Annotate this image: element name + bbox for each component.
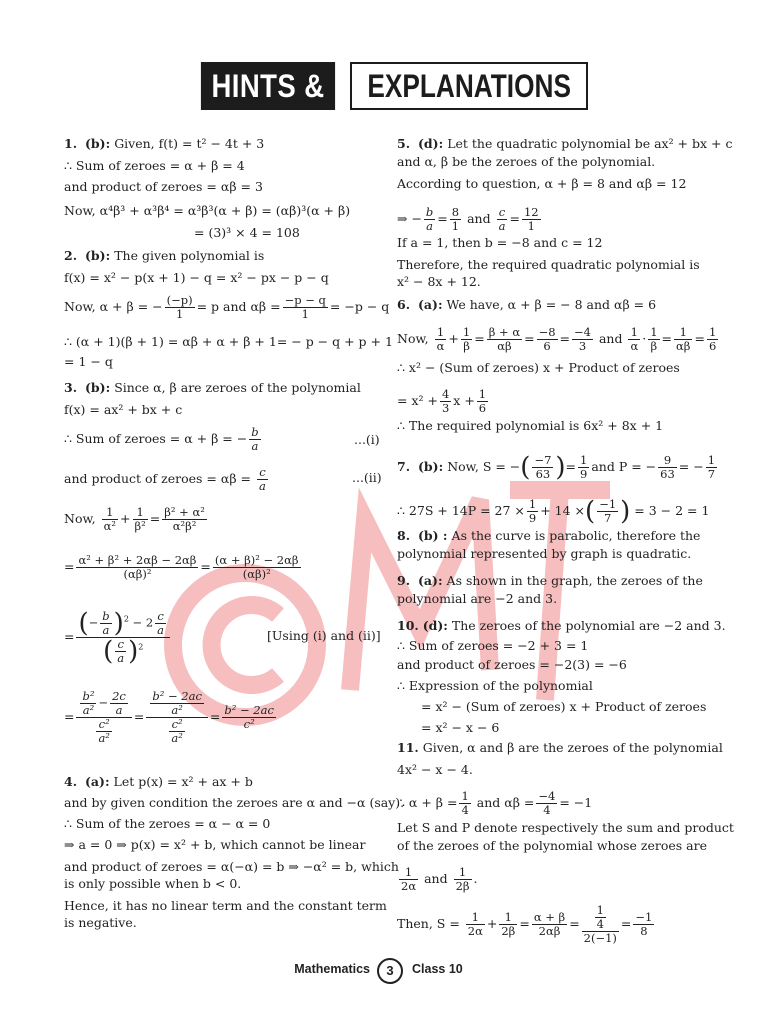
glyph: ( bbox=[585, 496, 596, 527]
q11-l6d1: 2α bbox=[401, 879, 417, 893]
frac bbox=[165, 294, 195, 321]
frac bbox=[582, 904, 619, 945]
q3-line6: = $\frac{\text{α² + β² + 2αβ − 2αβ}}{\text{(αβ)²}}$ = $\frac{\text{(α + β)² − 2αβ}}{\text{(αβ)²}}$ bbox=[64, 553, 299, 581]
q11-l7d5: 8 bbox=[640, 924, 648, 938]
glyph: ) bbox=[113, 608, 124, 639]
frac bbox=[399, 866, 418, 893]
q1-number: 1. bbox=[64, 136, 78, 151]
q6-l4n1: 4 bbox=[441, 387, 450, 401]
q7-l2c: = 3 − 2 = 1 bbox=[634, 503, 710, 518]
frac bbox=[424, 206, 435, 233]
q7-line2 bbox=[397, 498, 709, 525]
q6-l2n6: 1 bbox=[628, 326, 640, 340]
q6-l2d9: 6 bbox=[708, 339, 717, 353]
footer-page-number: 3 bbox=[377, 958, 403, 984]
q3-l4n: c bbox=[257, 466, 268, 480]
q11-l3n2: −4 bbox=[538, 789, 556, 803]
q7-l1d3: 63 bbox=[660, 467, 675, 481]
q7-l2b: + 14 × bbox=[540, 503, 586, 518]
q6-l2d5: 3 bbox=[578, 339, 587, 353]
q6-l4a: = x² + bbox=[397, 393, 438, 408]
q7-l1d1: 63 bbox=[535, 467, 551, 481]
header-explanations-text: EXPLANATIONS bbox=[367, 67, 571, 104]
frac bbox=[80, 690, 96, 717]
q2-number: 2. bbox=[64, 248, 78, 263]
q4-line4: ⇒ a = 0 ⇒ p(x) = x² + b, which cannot be linear bbox=[64, 837, 366, 852]
q1-answer: (b): bbox=[85, 136, 111, 151]
q4-line7: Hence, it has no linear term and the constant term bbox=[64, 898, 387, 913]
q5-l4n1: b bbox=[425, 205, 434, 219]
q3-l8n3: c² bbox=[96, 718, 111, 732]
q10-number: 10. bbox=[397, 618, 419, 633]
q6-l2n5: −4 bbox=[574, 325, 591, 339]
q6-l2d7: β bbox=[650, 339, 658, 353]
q6-line2: Now, $\frac{1}{\alpha}$ + $\frac{1}{\beta}$ = $\frac{\beta + \alpha}{\alpha\beta}$ = $\frac{-8}{6}$ = $\frac{-4}{3}$ and $\frac{1}{\alpha}$ · $\frac{1}{\beta}$ = $\frac{1}{\alpha\beta}$ = $\frac{1}{6}$ bbox=[397, 325, 717, 353]
frac bbox=[249, 426, 260, 453]
q6-l2d4: 6 bbox=[543, 339, 551, 353]
q11-l7d3: 2αβ bbox=[538, 924, 561, 938]
q3-ref-using: [Using (i) and (ii)] bbox=[267, 628, 381, 643]
frac bbox=[461, 326, 472, 353]
q6-text: We have, α + β = − 8 and αβ = 6 bbox=[446, 297, 657, 312]
frac bbox=[459, 790, 470, 817]
frac bbox=[537, 326, 558, 353]
q3-l7n1a: b bbox=[102, 609, 110, 623]
q6-l2n1: 1 bbox=[435, 326, 447, 340]
q10-answer: (d): bbox=[422, 618, 448, 633]
q9-answer: (a): bbox=[418, 573, 443, 588]
q3-l8n1: b² bbox=[82, 689, 95, 703]
frac bbox=[100, 610, 111, 637]
q5-l4d4: 1 bbox=[527, 219, 535, 233]
frac bbox=[162, 506, 207, 533]
q6-number: 6. bbox=[397, 297, 411, 312]
q6-line3: ∴ x² − (Sum of zeroes) x + Product of zeroes bbox=[397, 360, 680, 375]
q4-line2: and by given condition the zeroes are α and −α (say). bbox=[64, 795, 405, 810]
q10-line3: and product of zeroes = −2(3) = −6 bbox=[397, 657, 627, 672]
q11-l7n4b: 4 bbox=[596, 917, 604, 931]
q11-l3n1: 1 bbox=[461, 789, 469, 803]
q2-l3d: 1 bbox=[175, 307, 184, 321]
q6-l2n8: 1 bbox=[674, 326, 692, 340]
frac bbox=[633, 911, 654, 938]
q5-l4d2: 1 bbox=[451, 219, 460, 233]
q7-l2a: ∴ 27S + 14P = 27 × bbox=[397, 503, 525, 518]
q3-l5n1: 1 bbox=[102, 506, 118, 520]
frac bbox=[435, 326, 447, 353]
frac bbox=[527, 498, 538, 525]
q1-line2: ∴ Sum of zeroes = α + β = 4 bbox=[64, 158, 245, 173]
q11-l3b: and αβ = bbox=[476, 795, 535, 810]
q5-number: 5. bbox=[397, 136, 411, 151]
q4-line6: is only possible when b < 0. bbox=[64, 876, 242, 891]
frac bbox=[628, 326, 640, 353]
q5-line2: and α, β be the zeroes of the polynomial. bbox=[397, 154, 656, 169]
q3-l8d3: a² bbox=[98, 731, 110, 745]
q9-number: 9. bbox=[397, 573, 411, 588]
q6-answer: (a): bbox=[418, 297, 443, 312]
frac bbox=[213, 554, 301, 581]
frac bbox=[150, 690, 204, 717]
q3-line8: = $\frac{\text{b²}}{\text{a²}}$ − $\frac{2c}{a}$ $\frac{\text{c²}}{\text{a²}}$ = $\frac{\frac{\text{b² − 2ac}}{\text{a²}}}{\frac{\text{c²}}{\text{a²}}}$ = $\frac{\text{b² − 2ac}}{\text{c²}}$ bbox=[64, 689, 274, 745]
glyph: ( bbox=[520, 452, 531, 483]
q3-l7d1a: a bbox=[102, 623, 110, 637]
q8-line2: polynomial represented by graph is quadratic. bbox=[397, 546, 692, 561]
q2-l3d2: 1 bbox=[301, 307, 309, 321]
q3-l7n1b: c bbox=[155, 610, 166, 624]
frac bbox=[522, 206, 541, 233]
frac bbox=[76, 554, 198, 581]
q7-l1a: Now, S = − bbox=[447, 459, 521, 474]
frac bbox=[648, 326, 659, 353]
q11-l7n5: −1 bbox=[635, 910, 653, 924]
q6-l2b: and bbox=[598, 331, 623, 346]
q3-l8d4: a² bbox=[171, 703, 183, 717]
frac bbox=[707, 326, 718, 353]
q11-line3 bbox=[397, 790, 592, 817]
q9-line2: polynomial are −2 and 3. bbox=[397, 591, 558, 606]
q11-l7n4a: 1 bbox=[596, 903, 604, 917]
q2-line5: = 1 − q bbox=[64, 354, 113, 369]
q5-line6: Therefore, the required quadratic polynomial is bbox=[397, 257, 700, 272]
q3-l3d: a bbox=[251, 439, 259, 453]
q11-l6n1: 1 bbox=[399, 866, 418, 880]
q2-l3a: Now, α + β = − bbox=[64, 299, 163, 314]
q2-l3n2: −p − q bbox=[284, 293, 326, 307]
q4-number: 4. bbox=[64, 774, 78, 789]
q3-l8n4: b² − 2ac bbox=[152, 689, 202, 703]
q3-l5n3: β² + α² bbox=[164, 505, 205, 519]
q3-l6d1: (αβ)² bbox=[123, 567, 152, 581]
q5-l4n3: c bbox=[497, 206, 508, 220]
q9-text: As shown in the graph, the zeroes of the bbox=[446, 573, 703, 588]
frac bbox=[133, 506, 148, 533]
q11-l6b: and bbox=[424, 871, 448, 886]
q7-l1n3: 9 bbox=[658, 454, 677, 468]
q5-text: Let the quadratic polynomial be ax² + bx + c bbox=[447, 136, 733, 151]
q7-l1n1: −7 bbox=[534, 453, 552, 467]
q6-l4b: x + bbox=[453, 393, 475, 408]
q11-line7: Then, S = $\frac{1}{2\alpha}$ + $\frac{1}{2\beta}$ = $\frac{\alpha + \beta}{2\alpha\beta}$ = $\frac{\frac{1}{4}}{2(-1)}$ = $\frac{-1}{8}$ bbox=[397, 903, 653, 945]
q7-l1b: and P = − bbox=[591, 459, 657, 474]
q10-text: The zeroes of the polynomial are −2 and 3. bbox=[451, 618, 726, 633]
q11-l3d1: 4 bbox=[461, 803, 469, 817]
q5-l4d1: a bbox=[426, 219, 434, 233]
q3-l5n2: 1 bbox=[133, 506, 148, 520]
q3-l6d2: (αβ)² bbox=[242, 567, 271, 581]
q2-text: The given polynomial is bbox=[114, 248, 265, 263]
q5-l4n2: 8 bbox=[451, 205, 460, 219]
frac bbox=[283, 294, 328, 321]
q3-l4a: and product of zeroes = αβ = bbox=[64, 471, 251, 486]
q2-l3b: = p and αβ = bbox=[196, 299, 281, 314]
q2-line1 bbox=[64, 248, 264, 264]
q10-line4: ∴ Expression of the polynomial bbox=[397, 678, 593, 693]
q3-line4 bbox=[64, 466, 270, 493]
q7-l1n4: 1 bbox=[707, 453, 716, 467]
frac bbox=[536, 790, 557, 817]
q1-line5: = (3)³ × 4 = 108 bbox=[194, 225, 300, 240]
q3-l5d3: α²β² bbox=[172, 519, 197, 533]
glyph: ) bbox=[128, 636, 139, 667]
frac bbox=[597, 498, 618, 525]
frac bbox=[499, 911, 517, 938]
q3-l7d1b: a bbox=[157, 623, 165, 637]
q11-number: 11. bbox=[397, 740, 419, 755]
q7-l2n1: 1 bbox=[528, 497, 537, 511]
frac bbox=[658, 454, 677, 481]
frac bbox=[440, 388, 451, 415]
q11-line1 bbox=[397, 740, 723, 756]
q6-l2n3: β + α bbox=[488, 325, 521, 339]
q3-l5d1: α² bbox=[103, 519, 117, 533]
q7-l2d1: 9 bbox=[528, 511, 537, 525]
q2-l3n: (−p) bbox=[166, 293, 193, 307]
q3-ref-i: ...(i) bbox=[354, 432, 380, 447]
q9-line1 bbox=[397, 573, 703, 589]
q11-text: Given, α and β are the zeroes of the polynomial bbox=[422, 740, 723, 755]
q3-line7: = (− $\frac{b}{a}$ )$^2$ − 2 $\frac{c}{a}$ ( $\frac{c}{a}$ )$^2$ bbox=[64, 610, 172, 665]
frac bbox=[487, 326, 522, 353]
glyph: ( bbox=[78, 608, 89, 639]
q6-l2d6: α bbox=[630, 339, 639, 353]
q3-l7d1c: c bbox=[115, 638, 126, 652]
frac bbox=[257, 466, 268, 493]
q7-l1n2: 1 bbox=[580, 453, 588, 467]
q6-l2d1: α bbox=[436, 339, 445, 353]
frac bbox=[578, 454, 589, 481]
frac: (− $\frac{b}{a}$ )$^2$ − 2 $\frac{c}{a}$ ( $\frac{c}{a}$ )$^2$ bbox=[76, 610, 170, 665]
q5-line7: x² − 8x + 12. bbox=[397, 274, 481, 289]
q3-l5d2: β² bbox=[134, 519, 146, 533]
q3-line3 bbox=[64, 426, 263, 453]
glyph: ) bbox=[555, 452, 566, 483]
frac: $\frac{\text{b²}}{\text{a²}}$ − $\frac{2c}{a}$ $\frac{\text{c²}}{\text{a²}}$ bbox=[76, 690, 131, 745]
q10-line2: ∴ Sum of zeroes = −2 + 3 = 1 bbox=[397, 638, 589, 653]
frac bbox=[674, 326, 692, 353]
q2-line2: f(x) = x² − p(x + 1) − q = x² − px − p − q bbox=[64, 270, 329, 285]
q5-l4b: and bbox=[467, 211, 491, 226]
q11-l7n1: 1 bbox=[466, 911, 485, 925]
q11-line6: $\frac{1}{2\alpha}$ and $\frac{1}{2\beta}$ . bbox=[401, 865, 478, 893]
q7-l1d2: 9 bbox=[580, 467, 588, 481]
q6-l2d3: αβ bbox=[497, 339, 512, 353]
frac bbox=[595, 904, 606, 931]
q3-l5a: Now, bbox=[64, 511, 96, 526]
q6-line5: ∴ The required polynomial is 6x² + 8x + 1 bbox=[397, 418, 664, 433]
q11-l7d4: 2(−1) bbox=[583, 931, 617, 945]
q4-line3: ∴ Sum of the zeroes = α − α = 0 bbox=[64, 816, 271, 831]
frac bbox=[466, 911, 485, 938]
q4-line8: is negative. bbox=[64, 915, 137, 930]
q3-l8d6: c² bbox=[243, 717, 255, 731]
q3-l7d1d: a bbox=[117, 651, 125, 665]
watermark-copyright-c bbox=[212, 605, 278, 685]
frac bbox=[706, 454, 717, 481]
q1-text: Given, f(t) = t² − 4t + 3 bbox=[114, 136, 265, 151]
q5-l4a: ⇒ − bbox=[397, 211, 422, 226]
q8-answer: (b) : bbox=[418, 528, 448, 543]
frac bbox=[110, 690, 128, 717]
q6-line4 bbox=[397, 388, 490, 415]
header-hints: HINTS & bbox=[201, 62, 335, 110]
q5-l4n4: 12 bbox=[523, 205, 539, 219]
q7-l2n2: −1 bbox=[599, 497, 617, 511]
q3-l8d5: a² bbox=[171, 731, 183, 745]
q7-l1d4: 7 bbox=[707, 467, 716, 481]
frac bbox=[497, 206, 508, 233]
q3-line1 bbox=[64, 380, 361, 396]
q11-l7a: Then, S = bbox=[397, 916, 460, 931]
q5-line4: ⇒ − $\frac{b}{a}$ = $\frac{8}{1}$ and $\frac{c}{a}$ = $\frac{12}{1}$ bbox=[397, 205, 539, 233]
frac bbox=[102, 506, 118, 533]
q3-l8n2: 2c bbox=[112, 689, 126, 703]
frac bbox=[115, 638, 126, 665]
q5-line1 bbox=[397, 136, 732, 152]
q7-number: 7. bbox=[397, 459, 411, 474]
frac bbox=[169, 718, 184, 745]
q7-l2d2: 7 bbox=[604, 511, 612, 525]
q7-answer: (b): bbox=[418, 459, 444, 474]
glyph: ( bbox=[103, 636, 114, 667]
q1-line1 bbox=[64, 136, 264, 152]
q3-ref-ii: ...(ii) bbox=[352, 470, 382, 485]
q6-l2n4: −8 bbox=[538, 325, 556, 339]
q4-line5: and product of zeroes = α(−α) = b ⇒ −α² = b, which bbox=[64, 859, 399, 874]
q8-text: As the curve is parabolic, therefore the bbox=[451, 528, 701, 543]
q8-line1 bbox=[397, 528, 700, 544]
q11-l3d2: 4 bbox=[543, 803, 551, 817]
q6-l2d2: β bbox=[463, 339, 470, 353]
q11-l3c: = −1 bbox=[559, 795, 593, 810]
q3-l4d: a bbox=[258, 479, 266, 493]
q2-line4: ∴ (α + 1)(β + 1) = αβ + α + β + 1= − p − q + p + 1 bbox=[64, 334, 393, 349]
q8-number: 8. bbox=[397, 528, 411, 543]
frac bbox=[146, 690, 208, 745]
q3-l8d1: a² bbox=[82, 703, 95, 717]
q3-line5: Now, $\frac{1}{\text{α²}}$ + $\frac{1}{\text{β²}}$ = $\frac{\text{β² + α²}}{\text{α²β²}}$ bbox=[64, 505, 205, 533]
q11-l6d2: 2β bbox=[455, 879, 470, 893]
q11-l7n3: α + β bbox=[533, 910, 566, 924]
q4-text: Let p(x) = x² + ax + b bbox=[113, 774, 253, 789]
frac bbox=[155, 610, 166, 637]
footer-subject: Mathematics bbox=[294, 962, 370, 976]
q10-line1 bbox=[397, 618, 726, 634]
q3-l3a: ∴ Sum of zeroes = α + β = − bbox=[64, 431, 248, 446]
q6-l4d1: 3 bbox=[441, 401, 450, 415]
q6-l2n7: 1 bbox=[650, 325, 658, 339]
q11-l7n2: 1 bbox=[499, 911, 517, 925]
q2-answer: (b): bbox=[85, 248, 111, 263]
q3-answer: (b): bbox=[85, 380, 111, 395]
q6-line1 bbox=[397, 297, 656, 313]
q6-l4d2: 6 bbox=[478, 401, 487, 415]
q11-line4: Let S and P denote respectively the sum and product bbox=[397, 820, 734, 835]
q11-line2: 4x² − x − 4. bbox=[397, 762, 473, 777]
footer-class: Class 10 bbox=[412, 962, 463, 976]
q1-line4: Now, α⁴β³ + α³β⁴ = α³β³(α + β) = (αβ)³(α + β) bbox=[64, 203, 351, 218]
page-footer bbox=[0, 958, 768, 982]
frac bbox=[450, 206, 461, 233]
q3-l3n: b bbox=[251, 425, 259, 439]
q6-l2n2: 1 bbox=[462, 325, 471, 339]
q10-line6: = x² − x − 6 bbox=[421, 720, 500, 735]
q4-answer: (a): bbox=[85, 774, 110, 789]
q11-l6n2: 1 bbox=[454, 866, 472, 880]
frac bbox=[532, 911, 567, 938]
q3-l6n2: (α + β)² − 2αβ bbox=[214, 553, 299, 567]
q3-line2: f(x) = ax² + bx + c bbox=[64, 402, 183, 417]
q5-line3: According to question, α + β = 8 and αβ = 12 bbox=[397, 176, 687, 191]
q3-number: 3. bbox=[64, 380, 78, 395]
q10-line5: = x² − (Sum of zeroes) x + Product of zeroes bbox=[421, 699, 707, 714]
q7-line1: 7. (b): Now, S = −( $\frac{-7}{63}$ )= $\frac{1}{9}$ and P = − $\frac{9}{63}$ = − $\frac{1}{7}$ bbox=[397, 452, 716, 483]
q6-l2n9: 1 bbox=[708, 325, 717, 339]
q11-line5: of the zeroes of the polynomial whose zeroes are bbox=[397, 838, 708, 853]
q11-l3a: ∴ α + β = bbox=[397, 795, 458, 810]
q5-line5: If a = 1, then b = −8 and c = 12 bbox=[397, 235, 603, 250]
frac bbox=[477, 388, 488, 415]
q5-answer: (d): bbox=[418, 136, 444, 151]
frac bbox=[454, 866, 472, 893]
q3-l8d2: a bbox=[115, 703, 123, 717]
q2-l3c: = −p − q bbox=[329, 299, 390, 314]
q6-l4n2: 1 bbox=[478, 387, 487, 401]
q3-text: Since α, β are zeroes of the polynomial bbox=[114, 380, 361, 395]
header-explanations bbox=[350, 62, 588, 110]
q11-l7d2: 2β bbox=[501, 924, 516, 938]
glyph: ) bbox=[620, 496, 631, 527]
q3-l8n6: b² − 2ac bbox=[224, 703, 274, 717]
frac bbox=[532, 454, 553, 481]
q5-l4d3: a bbox=[498, 219, 506, 233]
q6-l2a: Now, bbox=[397, 331, 429, 346]
q11-l7d1: 2α bbox=[467, 924, 483, 938]
frac bbox=[222, 704, 276, 731]
frac bbox=[572, 326, 593, 353]
header-banner bbox=[190, 62, 588, 110]
q1-line3: and product of zeroes = αβ = 3 bbox=[64, 179, 263, 194]
q2-line3 bbox=[64, 294, 389, 321]
q3-l8n5: c² bbox=[169, 718, 184, 732]
q6-l2d8: αβ bbox=[676, 339, 691, 353]
frac bbox=[96, 718, 111, 745]
q3-l6n1: α² + β² + 2αβ − 2αβ bbox=[78, 553, 197, 567]
q4-line1 bbox=[64, 774, 253, 790]
